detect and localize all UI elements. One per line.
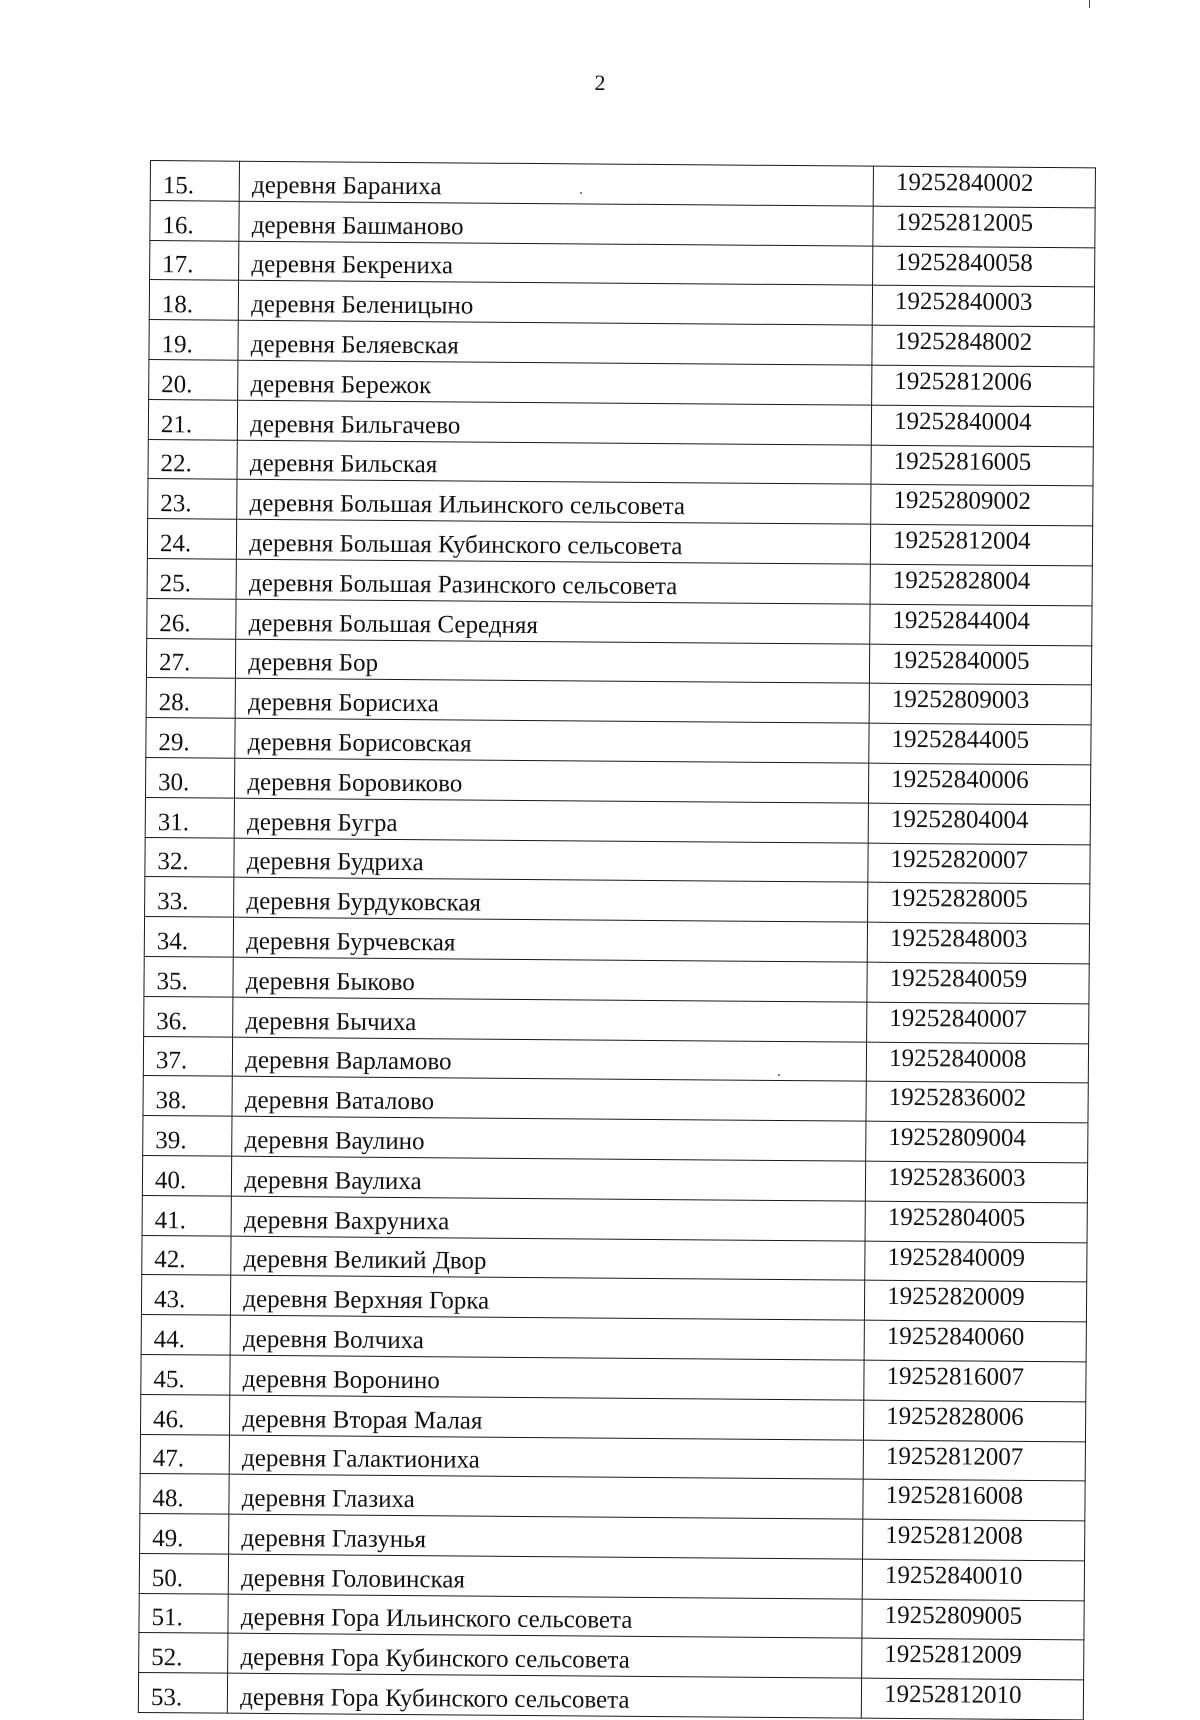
settlement-code: 19252812009 [862,1639,1084,1681]
settlement-code: 19252848003 [867,922,1089,964]
row-number: 51. [139,1593,229,1633]
row-number: 17. [150,240,240,280]
settlement-code: 19252812007 [863,1440,1085,1482]
row-number: 47. [140,1434,230,1474]
settlement-name: деревня Гора Кубинского сельсовета [228,1673,862,1718]
settlement-code: 19252840058 [873,246,1095,288]
settlement-code: 19252816008 [863,1479,1085,1521]
settlement-code: 19252812006 [872,365,1094,407]
settlement-code: 19252836003 [865,1161,1087,1203]
settlement-name: деревня Верхняя Горка [231,1275,865,1320]
settlements-table-body [138,161,1095,1720]
settlement-name: деревня Бекрениха [239,241,873,286]
settlement-code: 19252840008 [866,1042,1088,1084]
settlement-code: 19252844005 [869,723,1091,765]
settlement-code: 19252840009 [865,1241,1087,1283]
scan-edge-mark [1089,0,1090,8]
settlement-code: 19252812004 [870,524,1092,566]
settlement-name: деревня Ваулино [232,1116,866,1161]
row-number: 35. [144,956,234,996]
settlement-name: деревня Борисовская [235,718,869,763]
settlement-code: 19252840004 [871,405,1093,447]
settlement-code: 19252840003 [872,286,1094,328]
row-number: 32. [145,837,235,877]
settlement-name: деревня Бильгачево [238,400,872,445]
settlement-code: 19252809005 [862,1599,1084,1641]
row-number: 43. [141,1275,231,1315]
settlement-code: 19252809004 [866,1121,1088,1163]
row-number: 16. [150,200,240,240]
settlement-code: 19252828006 [864,1400,1086,1442]
settlement-code: 19252828005 [868,883,1090,925]
settlement-code: 19252840059 [867,962,1089,1004]
settlement-name: деревня Галактиониха [229,1435,863,1480]
settlement-name: деревня Гора Кубинского сельсовета [228,1634,862,1679]
settlement-code: 19252812005 [873,206,1095,248]
settlement-code: 19252836002 [866,1081,1088,1123]
settlements-table [138,160,1096,1720]
row-number: 53. [138,1673,228,1713]
settlement-name: деревня Великий Двор [231,1236,865,1281]
settlement-name: деревня Глазунья [229,1514,863,1559]
settlement-name: деревня Башманово [239,201,873,246]
row-number: 34. [144,917,234,957]
table-row [138,1673,1083,1720]
row-number: 52. [139,1633,229,1673]
settlement-code: 19252816005 [871,445,1093,487]
settlement-code: 19252804004 [868,803,1090,845]
settlement-code: 19252840002 [873,166,1095,208]
row-number: 41. [142,1195,232,1235]
settlement-name: деревня Большая Разинского сельсовета [236,559,870,604]
row-number: 38. [143,1076,233,1116]
settlement-name: деревня Бильская [237,440,871,485]
settlement-code: 19252848002 [872,325,1094,367]
row-number: 33. [145,877,235,917]
settlement-name: деревня Быково [233,957,867,1002]
row-number: 22. [148,439,238,479]
row-number: 37. [143,1036,233,1076]
row-number: 46. [140,1394,230,1434]
settlement-name: деревня Глазиха [229,1474,863,1519]
settlement-code: 19252809002 [871,485,1093,527]
settlement-name: деревня Воронино [230,1355,864,1400]
settlement-name: деревня Большая Ильинского сельсовета [237,480,871,525]
settlement-name: деревня Головинская [229,1554,863,1599]
row-number: 44. [141,1315,231,1355]
settlement-name: деревня Большая Середняя [236,599,870,644]
settlement-name: деревня Волчиха [230,1315,864,1360]
settlement-name: деревня Бурдуковская [234,878,868,923]
settlement-code: 19252828004 [870,564,1092,606]
settlement-code: 19252809003 [869,684,1091,726]
settlement-name: деревня Вахруниха [231,1196,865,1241]
scan-speck [778,1074,780,1076]
row-number: 19. [149,320,239,360]
scan-speck [580,192,582,194]
settlement-name: деревня Вторая Малая [230,1395,864,1440]
settlement-code: 19252840005 [869,644,1091,686]
settlement-code: 19252804005 [865,1201,1087,1243]
row-number: 28. [146,678,236,718]
settlement-name: деревня Большая Кубинского сельсовета [237,519,871,564]
settlement-code: 19252820009 [864,1280,1086,1322]
row-number: 49. [140,1514,230,1554]
row-number: 42. [142,1235,232,1275]
row-number: 40. [142,1155,232,1195]
settlement-name: деревня Будриха [234,838,868,883]
row-number: 20. [149,359,239,399]
settlement-name: деревня Беляевская [238,320,872,365]
row-number: 31. [145,797,235,837]
row-number: 27. [146,638,236,678]
settlement-code: 19252840010 [862,1559,1084,1601]
settlement-name: деревня Беленицыно [239,281,873,326]
row-number: 48. [140,1474,230,1514]
settlement-name: деревня Бор [236,639,870,684]
settlement-name: деревня Бережок [238,360,872,405]
row-number: 36. [144,996,234,1036]
settlement-name: деревня Ваталово [232,1077,866,1122]
settlement-name: деревня Боровиково [235,758,869,803]
settlement-code: 19252820007 [868,843,1090,885]
row-number: 18. [149,280,239,320]
settlement-code: 19252812010 [861,1678,1083,1720]
settlement-name: деревня Борисиха [235,679,869,724]
settlement-name: деревня Бугра [234,798,868,843]
row-number: 23. [148,479,238,519]
settlement-code: 19252812008 [863,1519,1085,1561]
settlement-name: деревня Бараниха [239,161,873,206]
row-number: 29. [146,718,236,758]
settlement-name: деревня Ваулиха [232,1156,866,1201]
row-number: 25. [147,558,237,598]
row-number: 15. [150,161,240,201]
settlement-name: деревня Варламово [233,1037,867,1082]
row-number: 50. [139,1553,229,1593]
settlement-code: 19252816007 [864,1360,1086,1402]
settlement-name: деревня Бурчевская [234,917,868,962]
settlement-name: деревня Гора Ильинского сельсовета [228,1594,862,1639]
settlement-code: 19252844004 [870,604,1092,646]
page-number: 2 [594,70,606,95]
row-number: 30. [145,757,235,797]
settlement-code: 19252840006 [869,763,1091,805]
row-number: 26. [147,598,237,638]
row-number: 21. [148,399,238,439]
settlement-code: 19252840007 [867,1002,1089,1044]
row-number: 39. [143,1116,233,1156]
row-number: 45. [141,1354,231,1394]
settlement-code: 19252840060 [864,1320,1086,1362]
row-number: 24. [147,519,237,559]
settlement-name: деревня Бычиха [233,997,867,1042]
